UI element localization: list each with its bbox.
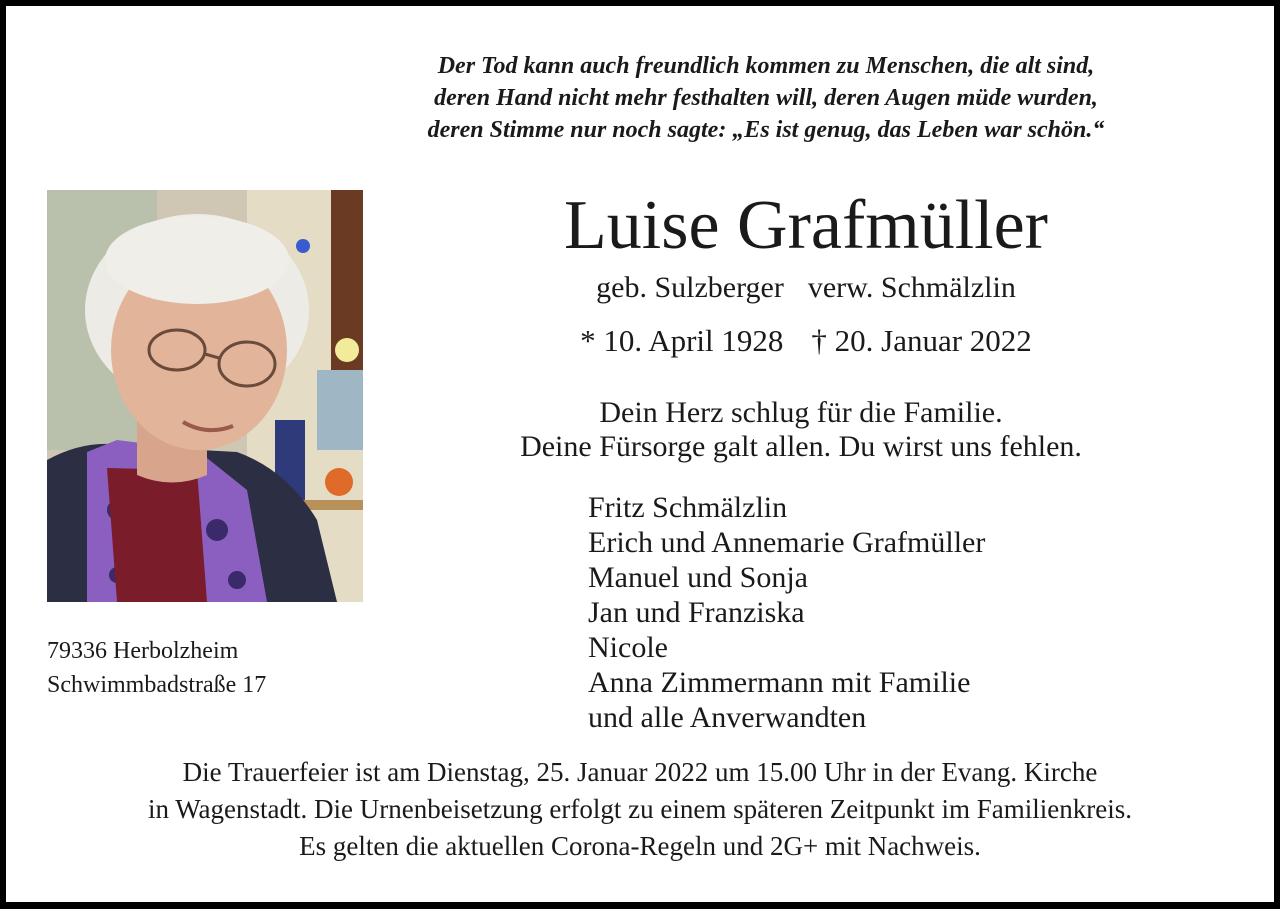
mourner-entry: Manuel und Sonja — [588, 561, 808, 594]
widowed-name: verw. Schmälzlin — [807, 271, 1016, 304]
portrait-photo — [47, 190, 363, 602]
deceased-name: Luise Grafmüller — [564, 187, 1048, 264]
death-date: † 20. Januar 2022 — [811, 323, 1032, 358]
quote-line: deren Stimme nur noch sagte: „Es ist genug, das Leben war schön.“ — [427, 117, 1105, 143]
service-line: Es gelten die aktuellen Corona-Regeln und 2G+ mit Nachweis. — [299, 831, 981, 861]
life-dates — [446, 322, 1166, 360]
service-line: in Wagenstadt. Die Urnenbeisetzung erfolgt zu einem späteren Zeitpunkt im Familienkreis. — [147, 794, 1133, 824]
obituary-card — [6, 6, 1274, 902]
quote-line: deren Hand nicht mehr festhalten will, deren Augen müde wurden, — [434, 85, 1098, 111]
family-message — [406, 396, 1196, 464]
name-details — [446, 270, 1166, 306]
message-line: Dein Herz schlug für die Familie. — [599, 396, 1003, 429]
mourner-entry: Jan und Franziska — [588, 596, 805, 629]
service-notice — [26, 754, 1254, 865]
quote-line: Der Tod kann auch freundlich kommen zu Menschen, die alt sind, — [437, 53, 1095, 79]
message-line: Deine Fürsorge galt allen. Du wirst uns fehlen. — [520, 430, 1082, 463]
mourner-entry: Anna Zimmermann mit Familie — [588, 666, 971, 699]
mourner-entry: Fritz Schmälzlin — [588, 491, 788, 524]
born-name: geb. Sulzberger — [596, 271, 784, 304]
birth-date: * 10. April 1928 — [580, 323, 784, 358]
mourners-list — [588, 490, 985, 735]
service-line: Die Trauerfeier ist am Dienstag, 25. Januar 2022 um 15.00 Uhr in der Evang. Kirche — [182, 757, 1098, 787]
mourner-entry: Nicole — [588, 631, 668, 664]
mourner-entry: Erich und Annemarie Grafmüller — [588, 526, 986, 559]
mourner-entry: und alle Anverwandten — [588, 701, 867, 734]
family-address — [47, 634, 266, 702]
address-city: 79336 Herbolzheim — [47, 638, 239, 664]
address-street: Schwimmbadstraße 17 — [47, 672, 267, 698]
memorial-quote — [306, 50, 1226, 146]
